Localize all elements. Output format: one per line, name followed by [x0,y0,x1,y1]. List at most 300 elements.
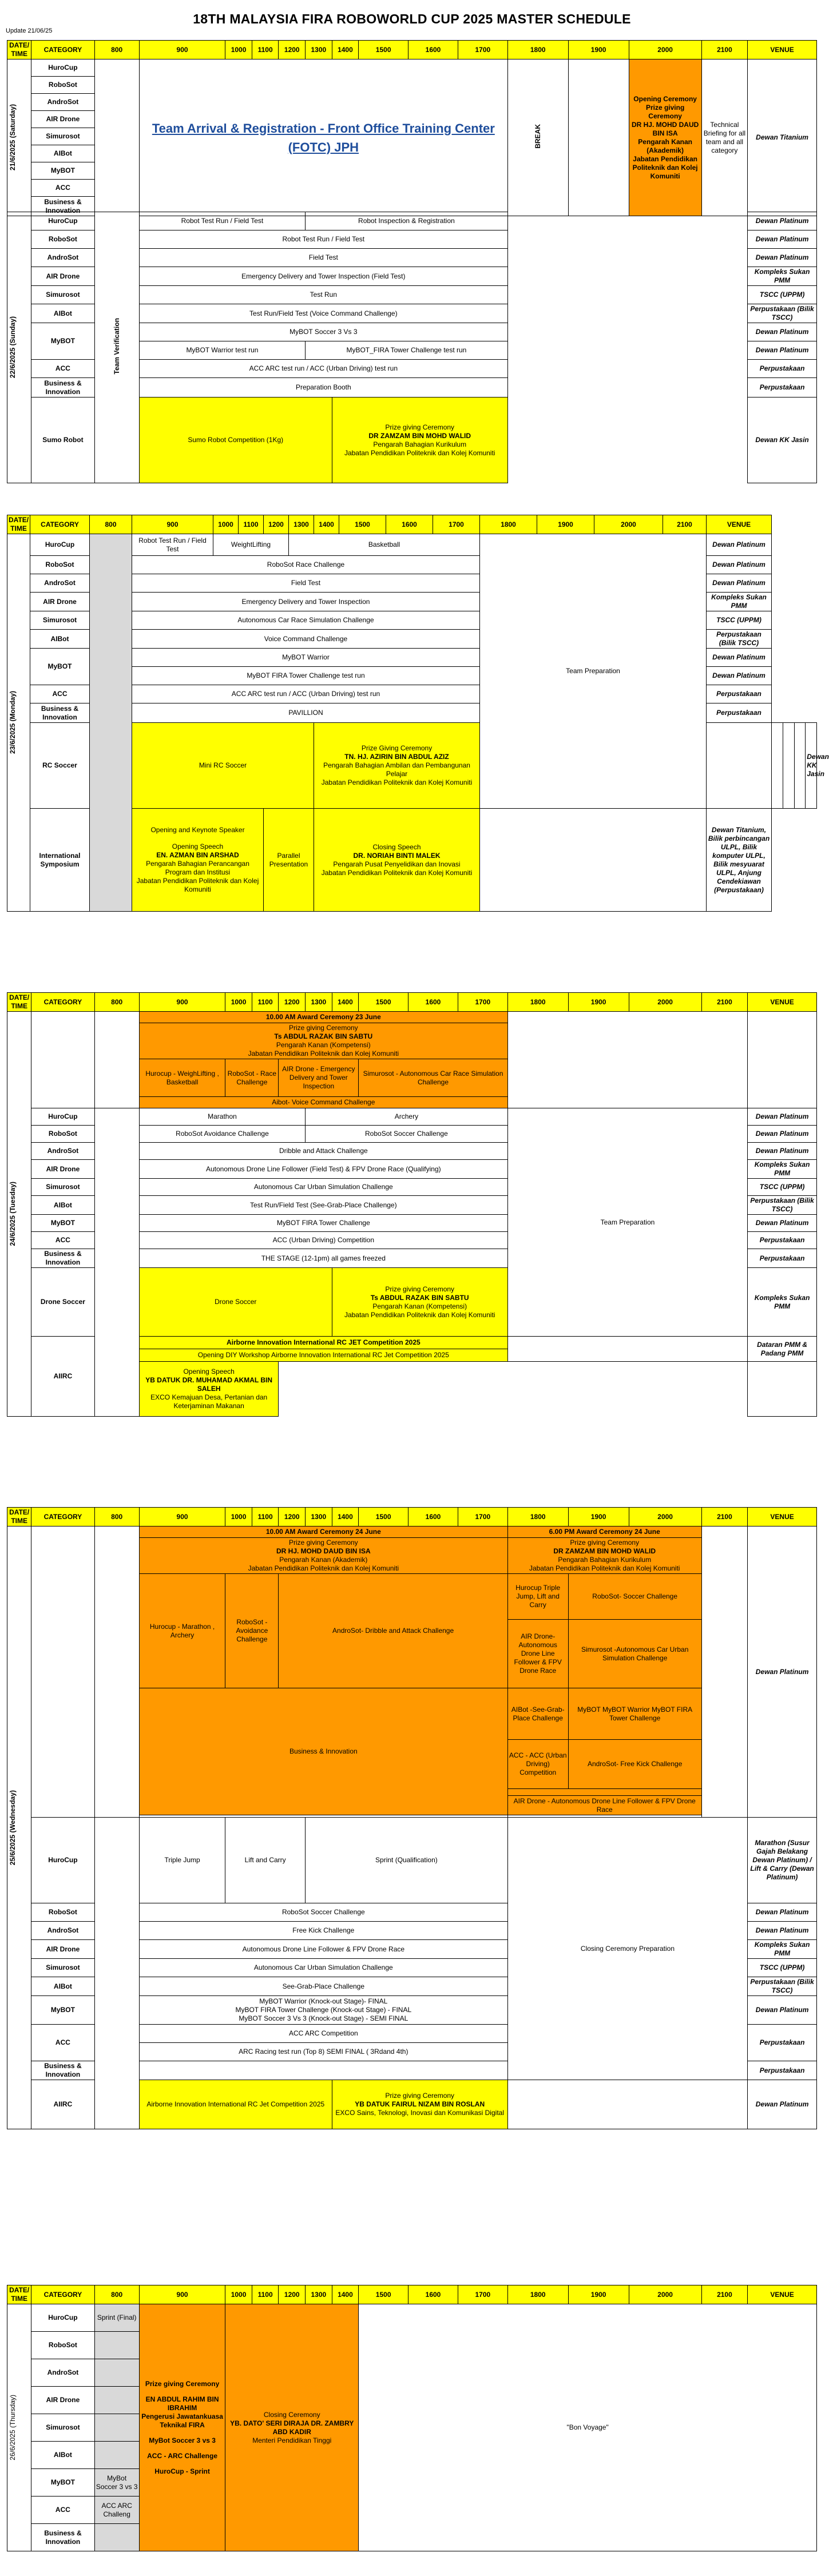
event-cell: Robot Test Run / Field Test [139,230,507,249]
header-time: 1500 [339,515,386,534]
day5-block [7,1507,817,2129]
venue: Dewan Platinum [707,556,772,574]
header-time: 1900 [568,2285,629,2304]
header-time: 2100 [701,41,747,59]
category-androsot: AndroSot [31,249,94,267]
venue: Kompleks Sukan PMM [748,1160,817,1179]
category-business: Business & Innovation [31,1249,94,1268]
category-mybot: MyBOT [31,1215,94,1232]
venue: TSCC (UPPM) [748,1179,817,1196]
event-cell: MyBOT Warrior (Knock-out Stage)- FINAL MyBOT FIRA Tower Challenge (Knock-out Stage) - FINAL MyBOT Soccer 3 Vs 3 (Knock-out Stage) - SEMI FINAL [139,1996,507,2025]
category-airdrone: AIR Drone [31,111,94,128]
venue: Perpustakaan [748,1232,817,1249]
header-time: 800 [94,993,139,1012]
drone-soccer-prize: Prize giving Ceremony Ts ABDUL RAZAK BIN SABTU Pengarah Kanan (Kompetensi) Jabatan Pendidikan Politeknik dan Kolej Komuniti [332,1268,507,1337]
header-time: 900 [139,993,225,1012]
header-venue: VENUE [748,1508,817,1526]
day3-block [7,515,829,912]
venue: Perpustakaan (Bilik TSCC) [748,1196,817,1215]
header-time: 1100 [239,515,264,534]
venue: Dewan Platinum [707,667,772,685]
category-symposium: International Symposium [30,809,90,912]
pm-item: Hurocup Triple Jump, Lift and Carry [507,1574,568,1620]
symposium-opening: Opening and Keynote Speaker Opening Speech EN. AZMAN BIN ARSHAD Pengarah Bahagian Perancangan Program dan Institusi Jabatan Pendidikan Politeknik dan Kolej Komuniti [132,809,264,912]
category-androsot: AndroSot [31,1922,94,1940]
category-robosot: RoboSot [30,556,90,574]
category-hurocup: HuroCup [31,59,94,77]
venue: Perpustakaan [748,378,817,397]
category-acc: ACC [31,360,94,378]
header-time: 1300 [306,41,332,59]
category-mybot: MyBOT [31,1996,94,2025]
mybot-soccer-final: MyBot Soccer 3 vs 3 [94,2469,139,2497]
event-cell: Autonomous Drone Line Follower & FPV Drone Race [139,1940,507,1959]
header-time: 1200 [279,41,306,59]
venue: Dewan Platinum [748,1996,817,2025]
venue: Dewan Platinum [748,249,817,267]
sumo-prize: Prize giving Ceremony DR ZAMZAM BIN MOHD WALID Pengarah Bahagian Kurikulum Jabatan Pendidikan Politeknik dan Kolej Komuniti [332,397,507,483]
pm-item: AIR Drone- Autonomous Drone Line Follower & FPV Drone Race [507,1620,568,1688]
venue: Perpustakaan (Bilik TSCC) [748,304,817,323]
opening-ceremony: Opening Ceremony Prize giving Ceremony DR HJ. MOHD DAUD BIN ISA Pengarah Kanan (Akademik) Jabatan Pendidikan Politeknik dan Kolej Komuniti [629,59,701,216]
header-time: 1400 [314,515,339,534]
rc-soccer-prize: Prize Giving Ceremony TN. HJ. AZIRIN BIN ABDUL AZIZ Pengarah Bahagian Ambilan dan Pembangunan Pelajar Jabatan Pendidikan Politeknik dan Kolej Komuniti [314,723,480,809]
venue: Dewan Platinum [707,534,772,556]
event-cell: Marathon [139,1108,305,1126]
header-time: 1400 [332,41,359,59]
header-time: 1700 [458,993,507,1012]
venue: Dewan Platinum [748,1143,817,1160]
pm-item: AIBot -See-Grab-Place Challenge [507,1688,568,1740]
category-hurocup: HuroCup [31,212,94,230]
venue: Perpustakaan [707,703,772,723]
category-robosot: RoboSot [31,1126,94,1143]
event-cell: RoboSot Race Challenge [132,556,480,574]
event-cell: Autonomous Drone Line Follower (Field Test) & FPV Drone Race (Qualifying) [139,1160,507,1179]
venue: Dewan Platinum [748,1903,817,1922]
event-cell: Field Test [132,574,480,593]
venue: Dewan Platinum [748,1215,817,1232]
header-time: 1300 [306,1508,332,1526]
header-time: 1700 [458,2285,507,2304]
category-airc: AIIRC [31,1337,94,1417]
venue: Kompleks Sukan PMM [707,593,772,611]
category-robosot: RoboSot [31,230,94,249]
header-time: 1400 [332,2285,359,2304]
award-pm-title: 6.00 PM Award Ceremony 24 June [507,1526,701,1538]
category-androsot: AndroSot [30,574,90,593]
award-item: RoboSot - Race Challenge [225,1059,279,1097]
event-cell: Autonomous Car Urban Simulation Challenge [139,1959,507,1977]
header-time: 1100 [252,1508,279,1526]
category-business: Business & Innovation [31,197,94,216]
category-mybot: MyBOT [31,2469,94,2497]
award-aibot: Aibot- Voice Command Challenge [139,1097,507,1108]
event-cell: MyBOT Warrior test run [139,341,305,360]
event-cell: See-Grab-Place Challenge [139,1977,507,1996]
category-mybot: MyBOT [31,162,94,180]
header-row [7,993,817,1012]
pm-item: ACC - ACC (Urban Driving) Competition [507,1740,568,1789]
event-cell: ACC ARC test run / ACC (Urban Driving) test run [132,685,480,703]
header-time: 1600 [408,993,458,1012]
venue: Dewan Platinum [748,2080,817,2129]
header-venue: VENUE [748,41,817,59]
category-aibot: AIBot [31,145,94,162]
award-am-prize: Prize giving Ceremony DR HJ. MOHD DAUD BIN ISA Pengarah Kanan (Akademik) Jabatan Pendidikan Politeknik dan Kolej Komuniti [139,1538,507,1574]
category-simurosot: Simurosot [30,611,90,630]
event-cell: WeightLifting [213,534,289,556]
category-robosot: RoboSot [31,77,94,94]
day2-table [7,212,817,483]
event-cell: MyBOT_FIRA Tower Challenge test run [306,341,508,360]
header-time: 1300 [289,515,314,534]
day6-closing: Closing Ceremony YB. DATO' SERI DIRAJA DR. ZAMBRY ABD KADIR Menteri Pendidikan Tinggi [225,2304,359,2551]
header-time: 1800 [507,1508,568,1526]
event-cell: Preparation Booth [139,378,507,397]
header-venue: VENUE [707,515,772,534]
event-cell: Field Test [139,249,507,267]
day1-block [7,40,817,216]
header-time: 1700 [458,41,507,59]
event-cell: Basketball [289,534,480,556]
header-time: 1500 [359,41,408,59]
day6-prize: Prize giving Ceremony EN ABDUL RAHIM BIN IBRAHIM Pengerusi Jawatankuasa Teknikal FIRA MyBot Soccer 3 vs 3 ACC - ARC Challenge HuroCup - Sprint [139,2304,225,2551]
category-simurosot: Simurosot [31,2414,94,2442]
header-time: 2000 [629,2285,701,2304]
header-category: CATEGORY [30,515,90,534]
event-cell: Test Run/Field Test (Voice Command Challenge) [139,304,507,323]
header-date: DATE/ TIME [7,515,30,534]
airc-opening-speech: Opening Speech YB DATUK DR. MUHAMAD AKMAL BIN SALEH EXCO Kemajuan Desa, Pertanian dan Keterjaminan Makanan [139,1362,279,1417]
category-business: Business & Innovation [31,2524,94,2551]
category-aibot: AIBot [31,1196,94,1215]
day3-table [7,515,829,912]
venue: Dewan Platinum [707,649,772,667]
airc-subtitle: Opening DIY Workshop Airborne Innovation International RC Jet Competition 2025 [139,1349,507,1362]
am-business: Business & Innovation [139,1688,507,1815]
rc-soccer-event: Mini RC Soccer [132,723,314,809]
header-row [7,515,817,534]
header-date: DATE/ TIME [7,41,31,59]
category-androsot: AndroSot [31,2359,94,2387]
header-date: DATE/ TIME [7,1508,31,1526]
airc-title: Airborne Innovation International RC JET Competition 2025 [139,1337,507,1349]
venue: TSCC (UPPM) [707,611,772,630]
header-time: 2000 [629,993,701,1012]
category-rcsoccer: RC Soccer [30,723,90,809]
event-cell: Robot Inspection & Registration [306,212,508,230]
header-row [7,2285,817,2304]
acc-arc-final: ACC ARC Challeng [94,2497,139,2524]
team-verification: Team Verification [94,212,139,483]
day5-table [7,1507,817,2129]
page-title: 18TH MALAYSIA FIRA ROBOWORLD CUP 2025 MASTER SCHEDULE [193,11,631,26]
award-item: Hurocup - WeighLifting , Basketball [139,1059,225,1097]
header-time: 1300 [306,993,332,1012]
header-category: CATEGORY [31,41,94,59]
event-cell: Test Run [139,286,507,304]
award-pm-prize: Prize giving Ceremony DR ZAMZAM BIN MOHD WALID Pengarah Bahagian Kurikulum Jabatan Pendidikan Politeknik dan Kolej Komuniti [507,1538,701,1574]
day1-date: 21/6/2025 (Saturday) [7,59,31,216]
airc-competition: Airborne Innovation International RC Jet Competition 2025 [139,2080,332,2129]
pm-item: AIR Drone - Autonomous Drone Line Follower & FPV Drone Race [507,1796,701,1815]
team-preparation: Team Preparation [507,1108,747,1337]
acc-arc-competition: ACC ARC Competition [140,2025,507,2043]
venue: Perpustakaan [707,685,772,703]
event-cell: Robot Test Run / Field Test [132,534,213,556]
bon-voyage: "Bon Voyage" [359,2304,817,2551]
header-time: 2100 [701,993,747,1012]
category-business: Business & Innovation [31,378,94,397]
category-aibot: AIBot [30,630,90,649]
venue: Dewan Platinum [748,1126,817,1143]
technical-briefing: Technical Briefing for all team and all category [701,59,747,216]
day6-table [7,2285,817,2551]
category-airdrone: AIR Drone [31,1940,94,1959]
event-cell: Emergency Delivery and Tower Inspection [132,593,480,611]
venue: Kompleks Sukan PMM [748,267,817,286]
event-cell: Dribble and Attack Challenge [139,1143,507,1160]
venue: Dataran PMM & Padang PMM [748,1337,817,1362]
header-time: 1600 [408,1508,458,1526]
am-item: AndroSot- Dribble and Attack Challenge [279,1574,507,1688]
event-cell: MyBOT FIRA Tower Challenge [139,1215,507,1232]
event-cell: ACC (Urban Driving) Competition [139,1232,507,1249]
header-time: 1200 [279,2285,306,2304]
header-time: 1000 [225,41,252,59]
header-time: 800 [94,1508,139,1526]
fotc-cell: Team Arrival & Registration - Front Office Training Center (FOTC) JPH [139,59,507,216]
event-cell: Triple Jump [139,1818,225,1903]
day6-block [7,2285,817,2551]
day4-table [7,992,817,1417]
category-aibot: AIBot [31,304,94,323]
category-mybot: MyBOT [31,323,94,360]
event-cell: MyBOT Soccer 3 Vs 3 [139,323,507,341]
day6-date: 26/6/2025 (Thursday) [7,2304,31,2551]
airc-prize: Prize giving Ceremony YB DATUK FAIRUL NIZAM BIN ROSLAN EXCO Sains, Teknologi, Inovasi dan Komunikasi Digital [332,2080,507,2129]
header-time: 1200 [279,1508,306,1526]
category-simurosot: Simurosot [31,286,94,304]
venue: Marathon (Susur Gajah Belakang Dewan Platinum) / Lift & Carry (Dewan Platinum) [748,1818,817,1903]
header-time: 1400 [332,993,359,1012]
venue: Dewan Platinum [707,574,772,593]
category-simurosot: Simurosot [31,1179,94,1196]
header-date: DATE/ TIME [7,993,31,1012]
event-cell: RoboSot Soccer Challenge [306,1126,508,1143]
category-aibot: AIBot [31,1977,94,1996]
header-time: 2100 [663,515,707,534]
category-hurocup: HuroCup [31,1108,94,1126]
header-time: 800 [94,2285,139,2304]
header-date: DATE/ TIME [7,2285,31,2304]
category-acc: ACC [31,2497,94,2524]
header-time: 1900 [537,515,594,534]
category-sumo: Sumo Robot [31,397,94,483]
header-time: 2000 [594,515,663,534]
header-time: 1100 [252,993,279,1012]
venue: Dewan Platinum [748,212,817,230]
header-row [7,41,817,59]
header-time: 1700 [433,515,480,534]
event-cell: MyBOT Warrior [132,649,480,667]
header-time: 1800 [507,41,568,59]
category-acc: ACC [31,2025,94,2061]
header-time: 1100 [252,41,279,59]
venue: Perpustakaan [748,360,817,378]
header-time: 1600 [386,515,433,534]
event-cell: Voice Command Challenge [132,630,480,649]
day2-date: 22/6/2025 (Sunday) [7,212,31,483]
header-time: 1200 [264,515,289,534]
category-mybot: MyBOT [30,649,90,685]
venue: Perpustakaan (Bilik TSCC) [748,1977,817,1996]
venue: Dewan Platinum [748,341,817,360]
category-airc: AIIRC [31,2080,94,2129]
category-simurosot: Simurosot [31,128,94,145]
day2-block [7,212,817,483]
venue: Kompleks Sukan PMM [748,1268,817,1337]
category-hurocup: HuroCup [31,1818,94,1903]
venue: Dewan Titanium, Bilik perbincangan ULPL, Bilik komputer ULPL, Bilik mesyuarat ULPL, Anjung Cendekiawan (Perpustakaan) [707,809,772,912]
venue: Kompleks Sukan PMM [748,1940,817,1959]
award-item: AIR Drone - Emergency Delivery and Tower Inspection [279,1059,359,1097]
venue: Dewan KK Jasin [748,397,817,483]
arc-racing-semifinal: ARC Racing test run (Top 8) SEMI FINAL ( 3Rdand 4th) [239,2048,408,2056]
category-business: Business & Innovation [31,2061,94,2080]
sprint-final: Sprint (Final) [94,2304,139,2332]
venue: TSCC (UPPM) [748,286,817,304]
event-cell: ACC ARC test run / ACC (Urban Driving) test run [139,360,507,378]
header-time: 900 [139,2285,225,2304]
event-cell: RoboSot Avoidance Challenge [139,1126,305,1143]
pm-item: Simurosot -Autonomous Car Urban Simulation Challenge [568,1620,701,1688]
header-row [7,1508,817,1526]
day3-date: 23/6/2025 (Monday) [7,534,30,912]
symposium-closing: Closing Speech DR. NORIAH BINTI MALEK Pengarah Pusat Penyelidikan dan Inovasi Jabatan Pendidikan Politeknik dan Kolej Komuniti [314,809,480,912]
category-airdrone: AIR Drone [31,267,94,286]
drone-soccer-event: Drone Soccer [139,1268,332,1337]
header-time: 1300 [306,2285,332,2304]
venue: Dewan Platinum [748,1108,817,1126]
category-hurocup: HuroCup [30,534,90,556]
header-time: 1000 [225,993,252,1012]
event-cell: Test Run/Field Test (See-Grab-Place Challenge) [139,1196,507,1215]
header-time: 2100 [701,2285,747,2304]
update-note: Update 21/06/25 [6,27,53,34]
closing-preparation: Closing Ceremony Preparation [507,1818,747,2080]
am-item: Hurocup - Marathon , Archery [139,1574,225,1688]
category-aibot: AIBot [31,2442,94,2469]
venue: Perpustakaan [748,2025,817,2061]
header-time: 1500 [359,993,408,1012]
event-cell: Sprint (Qualification) [306,1818,508,1903]
event-cell: Archery [306,1108,508,1126]
header-time: 1900 [568,41,629,59]
event-cell: Lift and Carry [225,1818,306,1903]
event-cell: Robot Test Run / Field Test [139,212,305,230]
category-androsot: AndroSot [31,94,94,111]
header-category: CATEGORY [31,2285,94,2304]
header-time: 900 [139,1508,225,1526]
award-item: Simurosot - Autonomous Car Race Simulation Challenge [359,1059,508,1097]
venue: Dewan Platinum [748,323,817,341]
venue: Dewan Titanium [748,59,817,216]
header-time: 1800 [507,2285,568,2304]
venue: Perpustakaan [748,2061,817,2080]
pm-item: MyBOT MyBOT Warrior MyBOT FIRA Tower Challenge [568,1688,701,1740]
venue: Dewan KK Jasin [806,723,817,809]
pm-item: AndroSot- Free Kick Challenge [568,1740,701,1789]
header-time: 1000 [225,1508,252,1526]
header-time: 2000 [629,1508,701,1526]
header-time: 1000 [225,2285,252,2304]
header-time: 1600 [408,2285,458,2304]
category-acc: ACC [31,1232,94,1249]
event-cell: MyBOT FIRA Tower Challenge test run [132,667,480,685]
award-am-title: 10.00 AM Award Ceremony 24 June [139,1526,507,1538]
category-airdrone: AIR Drone [31,1160,94,1179]
category-robosot: RoboSot [31,1903,94,1922]
event-cell: Emergency Delivery and Tower Inspection (Field Test) [139,267,507,286]
category-androsot: AndroSot [31,1143,94,1160]
header-time: 1700 [458,1508,507,1526]
category-hurocup: HuroCup [31,2304,94,2332]
award-prize: Prize giving Ceremony Ts ABDUL RAZAK BIN SABTU Pengarah Kanan (Kompetensi) Jabatan Pendidikan Politeknik dan Kolej Komuniti [139,1023,507,1059]
category-acc: ACC [31,180,94,197]
day4-block [7,992,817,1417]
event-cell: RoboSot Soccer Challenge [139,1903,507,1922]
venue: TSCC (UPPM) [748,1959,817,1977]
header-time: 1100 [252,2285,279,2304]
event-cell: PAVILLION [132,703,480,723]
day5-date: 25/6/2025 (Wednesday) [7,1526,31,2129]
header-time: 1400 [332,1508,359,1526]
category-robosot: RoboSot [31,2332,94,2359]
category-airdrone: AIR Drone [31,2387,94,2414]
header-time: 1500 [359,1508,408,1526]
header-time: 1800 [507,993,568,1012]
symposium-parallel: Parallel Presentation [264,809,314,912]
header-category: CATEGORY [31,993,94,1012]
day1-table [7,40,817,216]
venue: Dewan Platinum [748,1526,817,1818]
break-cell: BREAK [507,59,568,216]
venue: Dewan Platinum [748,1922,817,1940]
header-time: 800 [94,41,139,59]
venue: Dewan Platinum [748,230,817,249]
event-cell: Free Kick Challenge [139,1922,507,1940]
header-time: 1500 [359,2285,408,2304]
sumo-competition: Sumo Robot Competition (1Kg) [139,397,332,483]
day4-date: 24/6/2025 (Tuesday) [7,1012,31,1417]
header-time: 900 [132,515,213,534]
header-time: 800 [90,515,132,534]
category-airdrone: AIR Drone [30,593,90,611]
event-cell: Autonomous Car Race Simulation Challenge [132,611,480,630]
header-time: 2100 [701,1508,747,1526]
category-dronesoccer: Drone Soccer [31,1268,94,1337]
header-time: 1600 [408,41,458,59]
header-time: 1800 [480,515,537,534]
venue: Perpustakaan (Bilik TSCC) [707,630,772,649]
header-time: 2000 [629,41,701,59]
header-venue: VENUE [748,2285,817,2304]
category-business: Business & Innovation [30,703,90,723]
event-cell [139,2025,507,2061]
header-category: CATEGORY [31,1508,94,1526]
